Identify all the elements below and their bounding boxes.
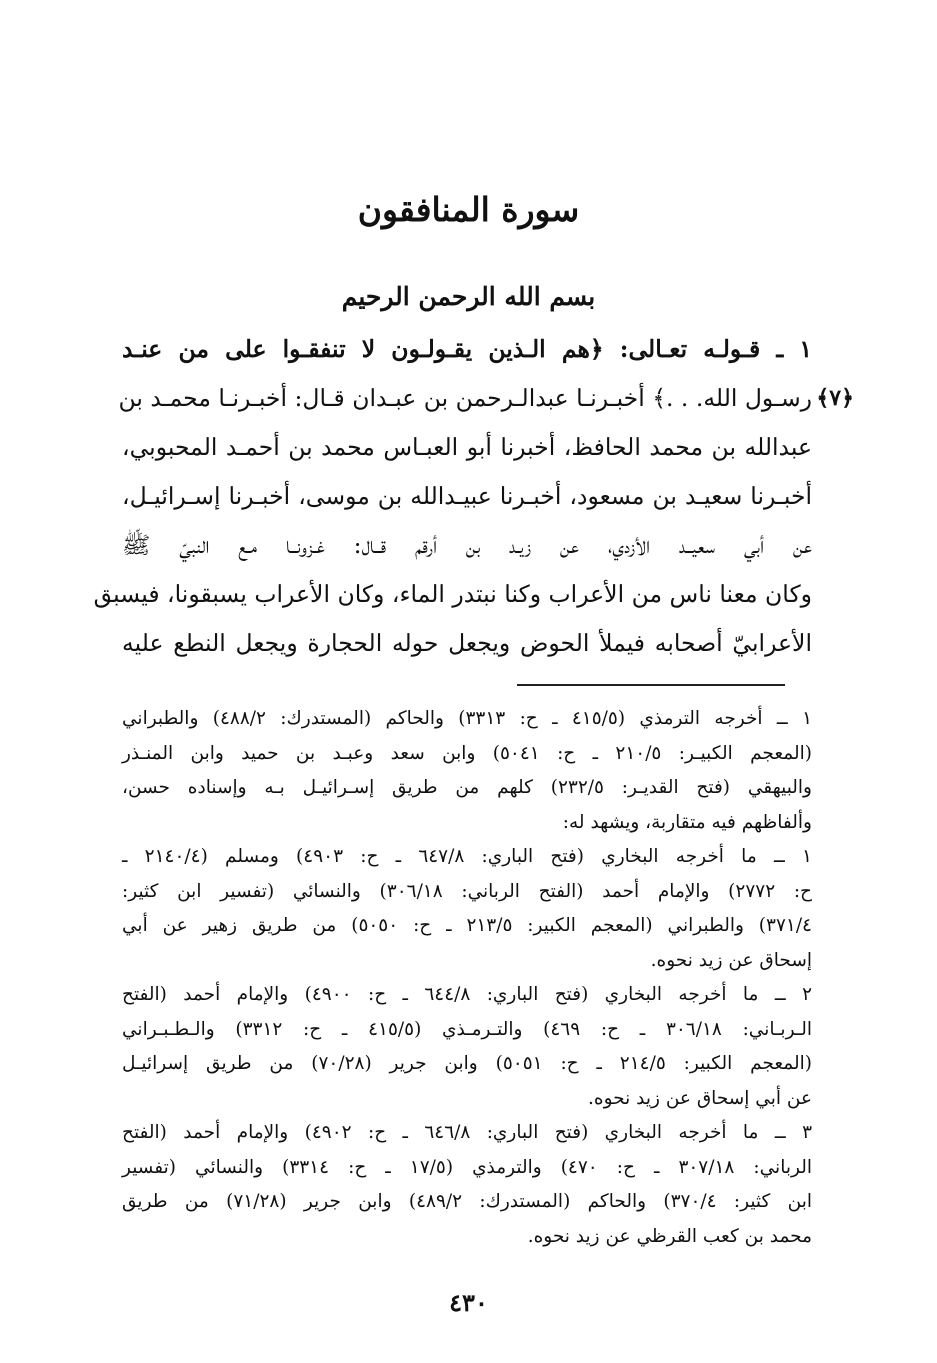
footnote-line: (المعجم الكبير: ٢١٤/٥ ـ ح: ٥٠٥١) وابن جرير (٧٠/٢٨) من طريق إسرائيـل	[122, 1053, 812, 1074]
main-line: رسـول الله. . .﴾ أخبـرنـا عبدالـرحمن بن عبـدان قـال: أخبـرنـا محمـد بن	[118, 384, 812, 412]
main-line: الأعرابيّ أصحابه فيملأ الحوض ويجعل حوله الحجارة ويجعل النطع عليه	[122, 629, 812, 657]
main-line: ١ ـ قـولـه تعـالى: ﴿هم الـذين يقـولـون لا تنفقـوا على من عنـد	[122, 335, 812, 363]
main-line: عبدالله بن محمد الحافظ، أخبرنا أبو العبـاس محمد بن أحمـد المحبوبي،	[122, 433, 812, 461]
footnote-line: عن أبي إسحاق عن زيد نحوه.	[588, 1087, 812, 1109]
footnote-line: الرباني: ٣٠٧/١٨ ـ ح: ٤٧٠) والترمذي (١٧/٥ ـ ح: ٣٣١٤) والنسائي (تفسير	[122, 1156, 812, 1178]
footnote-line: ح: ٢٧٧٢) والإمام أحمد (الفتح الرباني: ٣٠٦/١٨) والنسائي (تفسير ابن كثير:	[122, 880, 812, 902]
surah-title: سورة المنافقون	[357, 190, 580, 229]
footnote-line: ١ ــ ما أخرجه البخاري (فتح الباري: ٦٤٧/٨ ـ ح: ٤٩٠٣) ومسلم (٢١٤٠/٤ ـ	[122, 846, 812, 867]
main-line-with-verse	[118, 374, 854, 423]
footnotes	[122, 702, 812, 1254]
footnote-separator	[517, 684, 785, 686]
footnote-line: محمد بن كعب القرظي عن زيد نحوه.	[527, 1225, 812, 1247]
main-line: عن أبي سعيــد الأزدي، عن زيـد بن أرقم قــال: غـزونــا مـع النبيّ ﷺ	[122, 531, 812, 559]
basmala: بسم الله الرحمن الرحيم	[341, 282, 596, 311]
footnote-line: والبيهقي (فتح القديـر: ٢٣٢/٥) كلهم من طريق إسـرائيـل بـه وإسناده حسن،	[122, 777, 812, 798]
footnote-line: ٢ ــ ما أخرجه البخاري (فتح الباري: ٦٤٤/٨ ـ ح: ٤٩٠٠) والإمام أحمد (الفتح	[122, 984, 812, 1005]
verse-marker: ﴿٧﴾	[816, 385, 854, 411]
footnote-line: ١ ــ أخرجه الترمذي (٤١٥/٥ ـ ح: ٣٣١٣) والحاكم (المستدرك: ٤٨٨/٢) والطبراني	[122, 708, 813, 729]
page-number: ٤٣٠	[449, 1288, 488, 1317]
main-line: وكان معنا ناس من الأعراب وكنا نبتدر الماء، وكان الأعراب يسبقونا، فيسبق	[93, 580, 812, 608]
footnote-line: إسحاق عن زيد نحوه.	[650, 949, 812, 971]
main-text	[93, 325, 854, 668]
footnote-line: (المعجم الكبيـر: ٢١٠/٥ ـ ح: ٥٠٤١) وابن سعد وعبـد بن حميد وابن المنـذر	[122, 742, 812, 764]
footnote-line: ابن كثير: ٣٧٠/٤) والحاكم (المستدرك: ٤٨٩/٢) وابن جرير (٧١/٢٨) من طريق	[122, 1191, 812, 1212]
footnote-line: ٣٧١/٤) والطبراني (المعجم الكبير: ٢١٣/٥ ـ ح: ٥٠٥٠) من طريق زهير عن أبي	[122, 915, 812, 936]
footnote-line: الـربـاني: ٣٠٦/١٨ ـ ح: ٤٦٩) والتـرمـذي (٤١٥/٥ ـ ح: ٣٣١٢) والـطـبـراني	[122, 1018, 812, 1040]
main-line: أخبـرنا سعيـد بن مسعود، أخبـرنا عبيـدالله بن موسى، أخبـرنا إسـرائيـل،	[122, 482, 812, 510]
footnote-line: وألفاظهم فيه متقاربة، ويشهد له:	[562, 811, 812, 833]
footnote-line: ٣ ــ ما أخرجه البخاري (فتح الباري: ٦٤٦/٨ ـ ح: ٤٩٠٢) والإمام أحمد (الفتح	[122, 1122, 812, 1143]
